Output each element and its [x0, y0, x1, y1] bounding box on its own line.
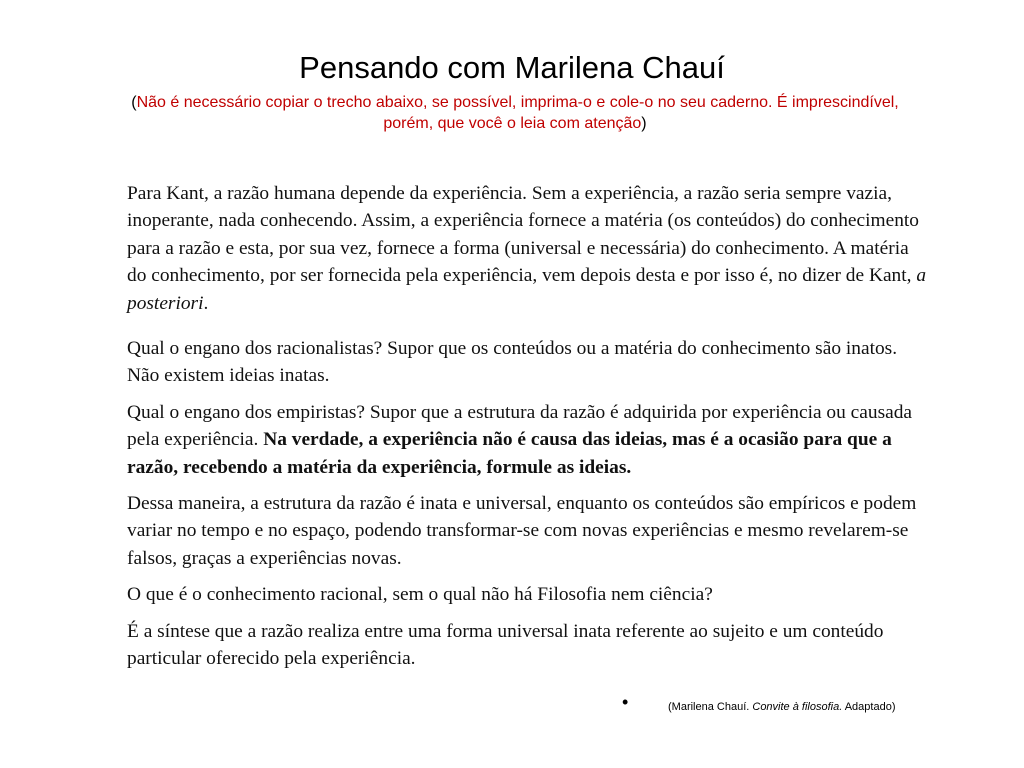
- paragraph-empiristas-bold: Na verdade, a experiência não é causa das ideias, mas é a ocasião para que a razão, recebendo a matéria da experiência, formule as ideias.: [127, 429, 892, 478]
- paragraph-pergunta: O que é o conhecimento racional, sem o qual não há Filosofia nem ciência?: [127, 584, 713, 606]
- paragraph-kant: [127, 180, 927, 317]
- page-title: Pensando com Marilena Chauí: [299, 50, 725, 85]
- subtitle-instruction: [125, 92, 905, 134]
- bullet-point: •: [622, 692, 629, 712]
- subtitle-close-paren: ): [641, 115, 647, 132]
- paragraph-empiristas-text: Qual o engano dos empiristas? Supor que a estrutura da razão é adquirida por experiência ou causada pela experiência.: [127, 401, 913, 451]
- paragraph-empiristas: [127, 399, 927, 481]
- citation-prefix: (Marilena Chauí.: [668, 701, 753, 713]
- subtitle-open-paren: (: [131, 94, 137, 111]
- subtitle-text: Não é necessário copiar o trecho abaixo, se possível, imprima-o e cole-o no seu caderno. É imprescindível, porém, que você o leia com atenção: [136, 94, 899, 132]
- paragraph-estrutura: Dessa maneira, a estrutura da razão é inata e universal, enquanto os conteúdos são empíricos e podem variar no tempo e no espaço, podendo transformar-se com novas experiências e mesmo revelarem-se falsos, graças a experiências novas.: [127, 493, 917, 569]
- paragraph-racionalistas: Qual o engano dos racionalistas? Supor que os conteúdos ou a matéria do conhecimento são inatos. Não existem ideias inatas.: [127, 338, 898, 387]
- citation: [668, 699, 895, 715]
- paragraph-kant-text: Para Kant, a razão humana depende da experiência. Sem a experiência, a razão seria sempre vazia, inoperante, nada conhecendo. Assim, a experiência fornece a matéria (os conteúdos) do conhecimento para a razão e esta, por sua vez, fornece a forma (universal e necessária) do conhecimento. A matéria do conhecimento, por ser fornecida pela experiência, vem depois desta e por isso é, no dizer de Kant,: [127, 183, 919, 287]
- paragraph-kant-end: .: [203, 292, 209, 314]
- text-excerpt: [127, 180, 927, 682]
- citation-book: Convite à filosofia.: [752, 701, 843, 713]
- citation-suffix: Adaptado): [842, 701, 896, 713]
- paragraph-sintese: É a síntese que a razão realiza entre uma forma universal inata referente ao sujeito e um conteúdo particular oferecido pela experiência.: [127, 620, 884, 670]
- paragraph-kant-italic: a posteriori: [127, 265, 927, 314]
